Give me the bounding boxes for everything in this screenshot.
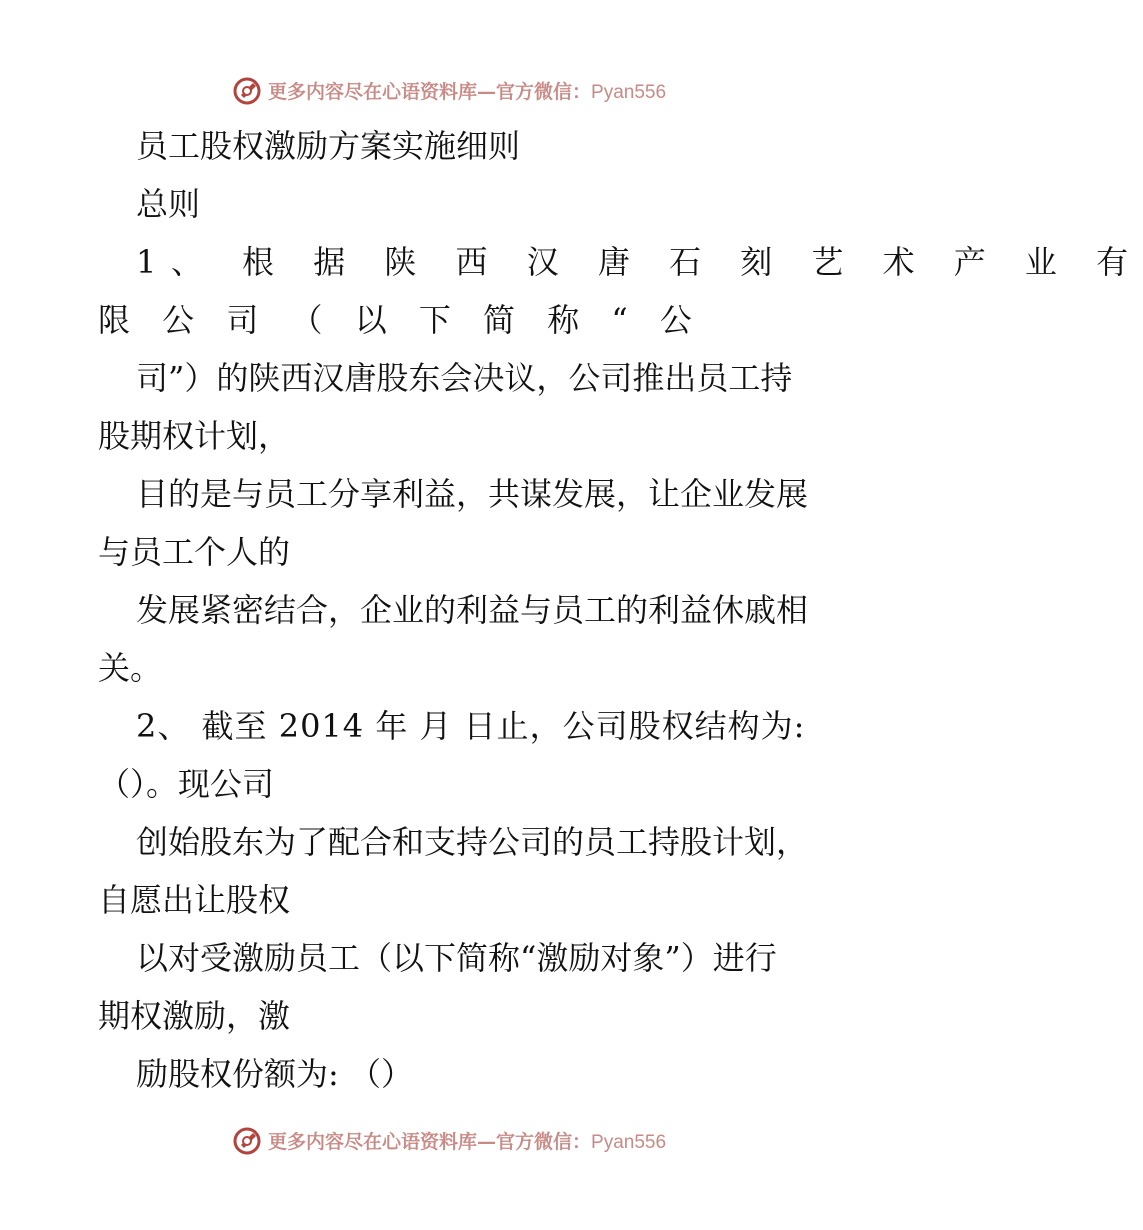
paragraph-line: 与员工个人的	[98, 533, 291, 571]
footer-banner	[232, 1122, 752, 1158]
logo-icon	[232, 75, 262, 105]
paragraph-line: 期权激励，激	[98, 997, 291, 1035]
paragraph-line: 励股权份额为: （）	[136, 1055, 413, 1093]
paragraph-line: 限 公 司 （ 以 下 简 称 “ 公	[98, 301, 703, 339]
banner-text: 更多内容尽在心语资料库—官方微信：Pyan556	[268, 1130, 667, 1153]
paragraph-line: 自愿出让股权	[98, 881, 291, 919]
paragraph-line: 1、 根 据 陕 西 汉 唐 石 刻 艺 术 产 业 有	[136, 243, 1143, 281]
paragraph-line: 发展紧密结合，企业的利益与员工的利益休戚相	[136, 591, 809, 629]
paragraph-line: 股期权计划，	[98, 417, 291, 455]
paragraph-line: （）。现公司	[98, 765, 275, 803]
wechat-id: Pyan556	[591, 1131, 667, 1153]
paragraph-line: 2、 截至 2014 年 月 日止，公司股权结构为:	[136, 707, 806, 745]
paragraph-line: 目的是与员工分享利益，共谋发展，让企业发展	[136, 475, 809, 513]
banner-text: 更多内容尽在心语资料库—官方微信：Pyan556	[268, 80, 667, 103]
paragraph-line: 创始股东为了配合和支持公司的员工持股计划，	[136, 823, 809, 861]
paragraph-line: 司”）的陕西汉唐股东会决议，公司推出员工持	[136, 359, 793, 397]
paragraph-line: 以对受激励员工（以下简称“激励对象”）进行	[136, 939, 777, 977]
header-banner	[232, 72, 752, 108]
paragraph-line: 关。	[98, 649, 163, 687]
logo-icon	[232, 1125, 262, 1155]
wechat-id: Pyan556	[591, 81, 667, 103]
doc-title: 员工股权激励方案实施细则	[136, 127, 521, 165]
section-heading: 总则	[136, 185, 201, 223]
